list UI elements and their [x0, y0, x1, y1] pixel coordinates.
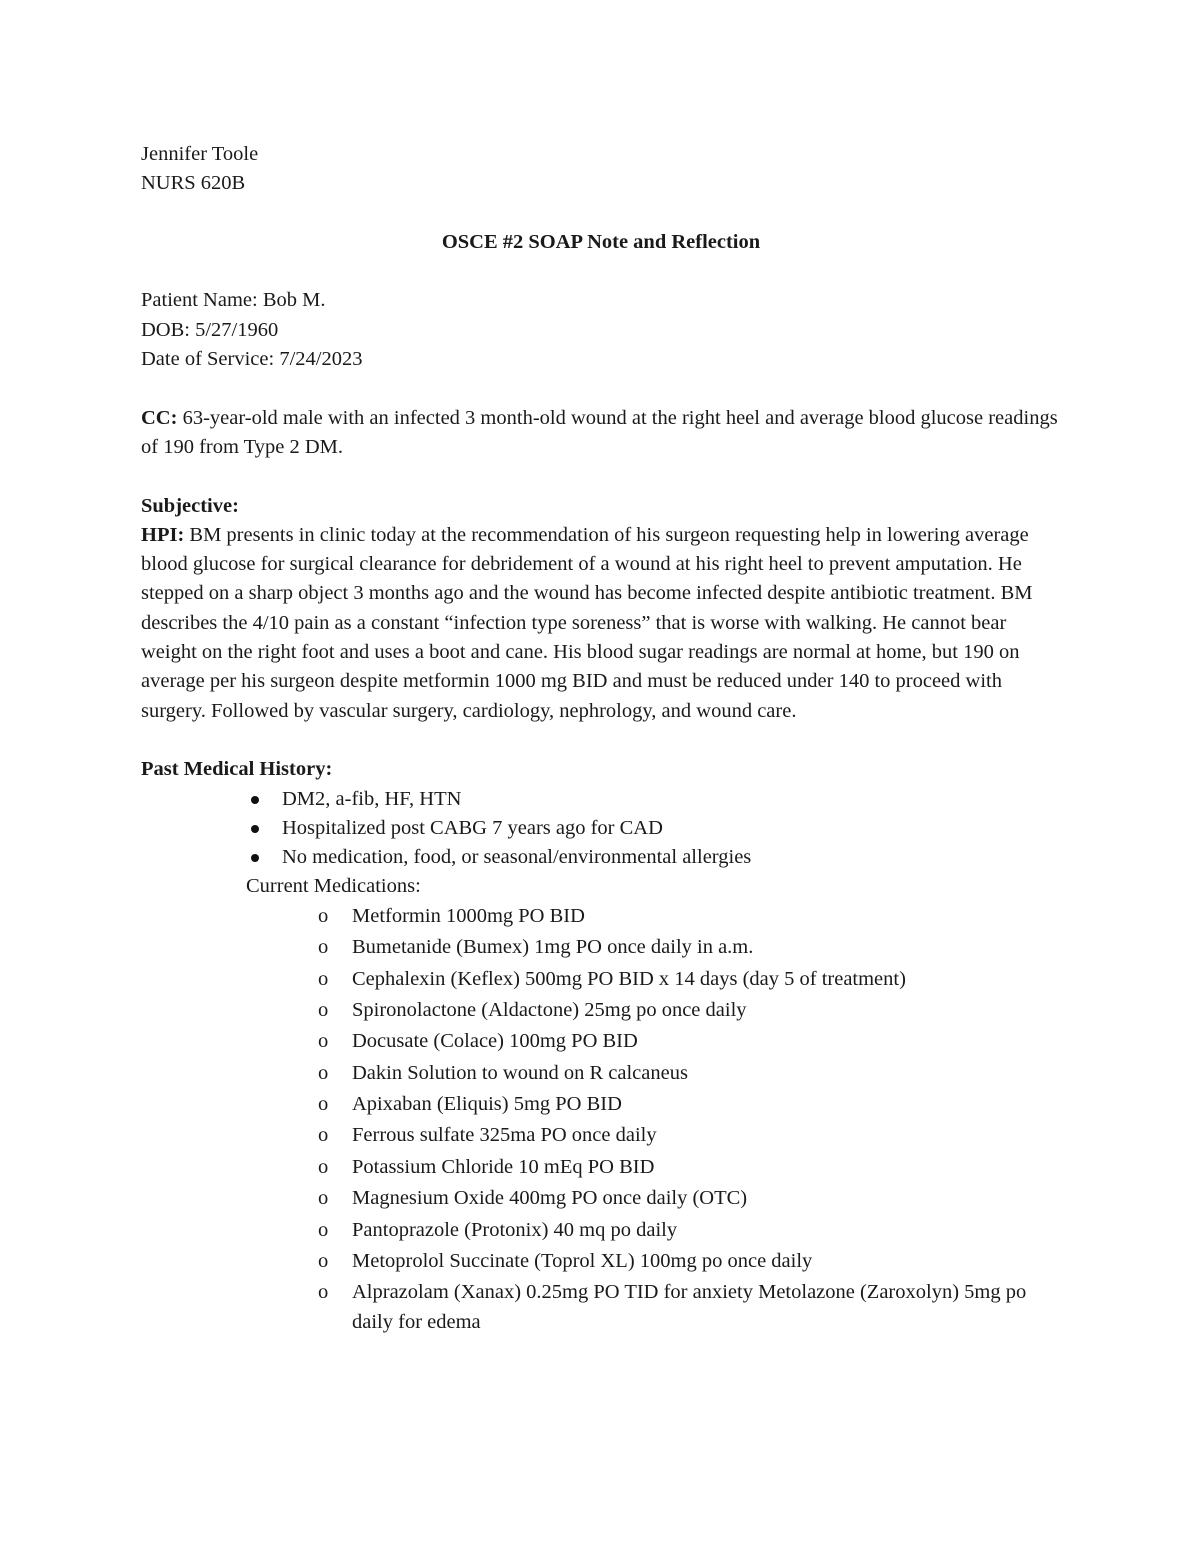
cc-label: CC:: [141, 406, 178, 429]
pmh-item: No medication, food, or seasonal/environmental allergies: [251, 843, 1061, 872]
list-marker: o: [318, 904, 329, 927]
list-marker: o: [318, 1155, 329, 1178]
medication-text: Docusate (Colace) 100mg PO BID: [352, 1030, 638, 1053]
medication-text: Spironolactone (Aldactone) 25mg po once daily: [352, 998, 747, 1021]
medication-item: [318, 1184, 1061, 1213]
medication-item: [318, 902, 1061, 931]
list-marker: o: [318, 936, 329, 959]
medication-text: Metoprolol Succinate (Toprol XL) 100mg po once daily: [352, 1250, 813, 1273]
course-code: NURS 620B: [141, 172, 246, 195]
pmh-item: DM2, a-fib, HF, HTN: [251, 785, 1061, 814]
medication-text: Alprazolam (Xanax) 0.25mg PO TID for anxiety Metolazone (Zaroxolyn) 5mg po daily for edema: [352, 1281, 1027, 1333]
medication-item: [318, 1027, 1061, 1056]
cc-text: 63-year-old male with an infected 3 month-old wound at the right heel and average blood glucose readings of 190 from Type 2 DM.: [141, 406, 1058, 458]
author-name: Jennifer Toole: [141, 143, 259, 165]
medication-text: Metformin 1000mg PO BID: [352, 904, 585, 927]
medication-text: Pantoprazole (Protonix) 40 mq po daily: [352, 1218, 678, 1241]
list-marker: o: [318, 998, 329, 1021]
list-marker: o: [318, 1187, 329, 1210]
medication-text: Apixaban (Eliquis) 5mg PO BID: [352, 1093, 622, 1116]
list-marker: o: [318, 1124, 329, 1147]
medication-item: [318, 1121, 1061, 1150]
subjective-heading: Subjective:: [141, 494, 239, 517]
date-of-service: Date of Service: 7/24/2023: [141, 348, 363, 371]
patient-dob: DOB: 5/27/1960: [141, 318, 279, 341]
medication-text: Magnesium Oxide 400mg PO once daily (OTC): [352, 1187, 748, 1210]
list-marker: o: [318, 1250, 329, 1273]
patient-name: Patient Name: Bob M.: [141, 289, 326, 312]
hpi-text: BM presents in clinic today at the recommendation of his surgeon requesting help in lowering average blood glucose for surgical clearance for debridement of a wound at his right heel to prevent amputation. He stepped on a sharp object 3 months ago and the wound has become infected despite antibiotic treatment. BM describes the 4/10 pain as a constant “infection type soreness” that is worse with walking. He cannot bear weight on the right foot and uses a boot and cane. His blood sugar readings are normal at home, but 190 on average per his surgeon despite metformin 1000 mg BID and must be reduced under 140 to proceed with surgery. Followed by vascular surgery, cardiology, nephrology, and wound care.: [141, 523, 1033, 722]
list-marker: o: [318, 1093, 329, 1116]
medication-item: [318, 1216, 1061, 1245]
hpi-paragraph: [141, 521, 1061, 726]
medication-item: [318, 965, 1061, 994]
medication-item: [318, 996, 1061, 1025]
hpi-label: HPI:: [141, 523, 185, 546]
current-medications-label: Current Medications:: [246, 875, 421, 898]
pmh-heading: Past Medical History:: [141, 758, 333, 781]
list-marker: o: [318, 1281, 329, 1304]
medication-item: [318, 1090, 1061, 1119]
medication-item: [318, 1278, 1061, 1337]
medication-text: Potassium Chloride 10 mEq PO BID: [352, 1155, 655, 1178]
list-marker: o: [318, 1030, 329, 1053]
document-title: OSCE #2 SOAP Note and Reflection: [441, 230, 761, 253]
list-marker: o: [318, 1218, 329, 1241]
medication-item: [318, 933, 1061, 962]
medication-text: Ferrous sulfate 325ma PO once daily: [352, 1124, 657, 1147]
medication-text: Cephalexin (Keflex) 500mg PO BID x 14 days (day 5 of treatment): [352, 967, 906, 990]
medication-item: [318, 1247, 1061, 1276]
list-marker: o: [318, 967, 329, 990]
pmh-item: Hospitalized post CABG 7 years ago for CAD: [251, 814, 1061, 843]
medication-item: [318, 1153, 1061, 1182]
pmh-list: [141, 785, 1061, 873]
document-body: [141, 140, 1061, 1339]
medication-text: Bumetanide (Bumex) 1mg PO once daily in a.m.: [352, 936, 754, 959]
chief-complaint: [141, 404, 1061, 463]
medication-text: Dakin Solution to wound on R calcaneus: [352, 1061, 688, 1084]
medication-item: [318, 1059, 1061, 1088]
medication-list: [141, 902, 1061, 1337]
list-marker: o: [318, 1061, 329, 1084]
